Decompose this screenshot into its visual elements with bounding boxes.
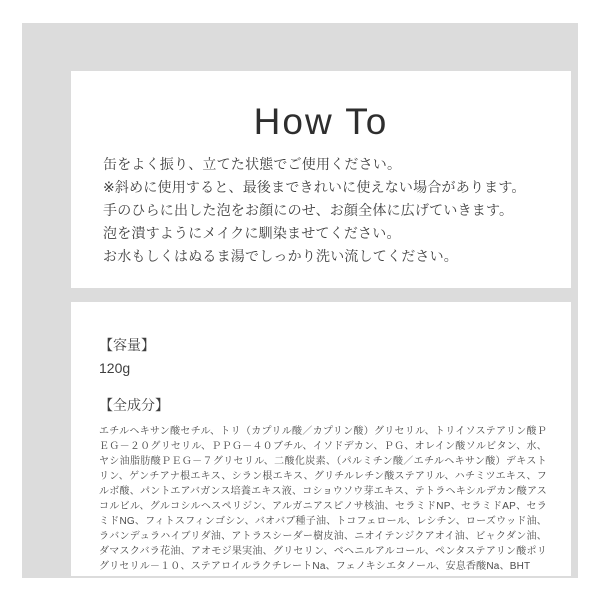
instruction-line: 泡を潰すようにメイクに馴染ませてください。 (103, 225, 401, 241)
ingredients-heading: 【全成分】 (99, 397, 169, 413)
instruction-line: 缶をよく振り、立てた状態でご使用ください。 (103, 156, 402, 172)
instruction-line: 手のひらに出した泡をお顔にのせ、お顔全体に広げていきます。 (103, 202, 514, 218)
how-to-instructions (71, 153, 571, 268)
how-to-card (71, 71, 571, 288)
instruction-line: ※斜めに使用すると、最後まできれいに使えない場合があります。 (103, 179, 526, 195)
how-to-title: How To (253, 101, 389, 142)
details-card (71, 302, 571, 576)
capacity-heading: 【容量】 (99, 337, 155, 353)
gray-background-panel (22, 23, 578, 578)
instruction-line: お水もしくはぬるま湯でしっかり洗い流してください。 (103, 248, 458, 264)
capacity-value: 120g (99, 360, 131, 376)
ingredients-list: エチルヘキサン酸セチル、トリ（カプリル酸／カプリン酸）グリセリル、トリイソステアリン酸ＰＥＧ－２０グリセリル、ＰＰＧ－４０ブチル、イソドデカン、ＰＧ、オレイン酸ソルビタン、水、ヤシ油脂肪酸ＰＥＧ－７グリセリル、二酸化炭素、（パルミチン酸／エチルヘキサン酸）デキストリン、ゲンチアナ根エキス、シラン根エキス、グリチルレチン酸ステアリル、ハチミツエキス、フルボ酸、パントエアバガンス培養エキス液、コショウソウ芽エキス、テトラヘキシルデカン酸アスコルビル、グルコシルヘスペリジン、アルガニアスピノサ核油、セラミドNP、セラミドAP、セラミドNG、フィトスフィンゴシン、バオバブ種子油、トコフェロール、レシチン、ローズウッド油、ラバンデュラハイブリダ油、アトラスシーダー樹皮油、ニオイテンジクアオイ油、ビャクダン油、ダマスクバラ花油、アオモジ果実油、グリセリン、ベヘニルアルコール、ペンタステアリン酸ポリグリセリル－１０、ステアロイルラクチレートNa、フェノキシエタノール、安息香酸Na、BHT (99, 426, 547, 572)
